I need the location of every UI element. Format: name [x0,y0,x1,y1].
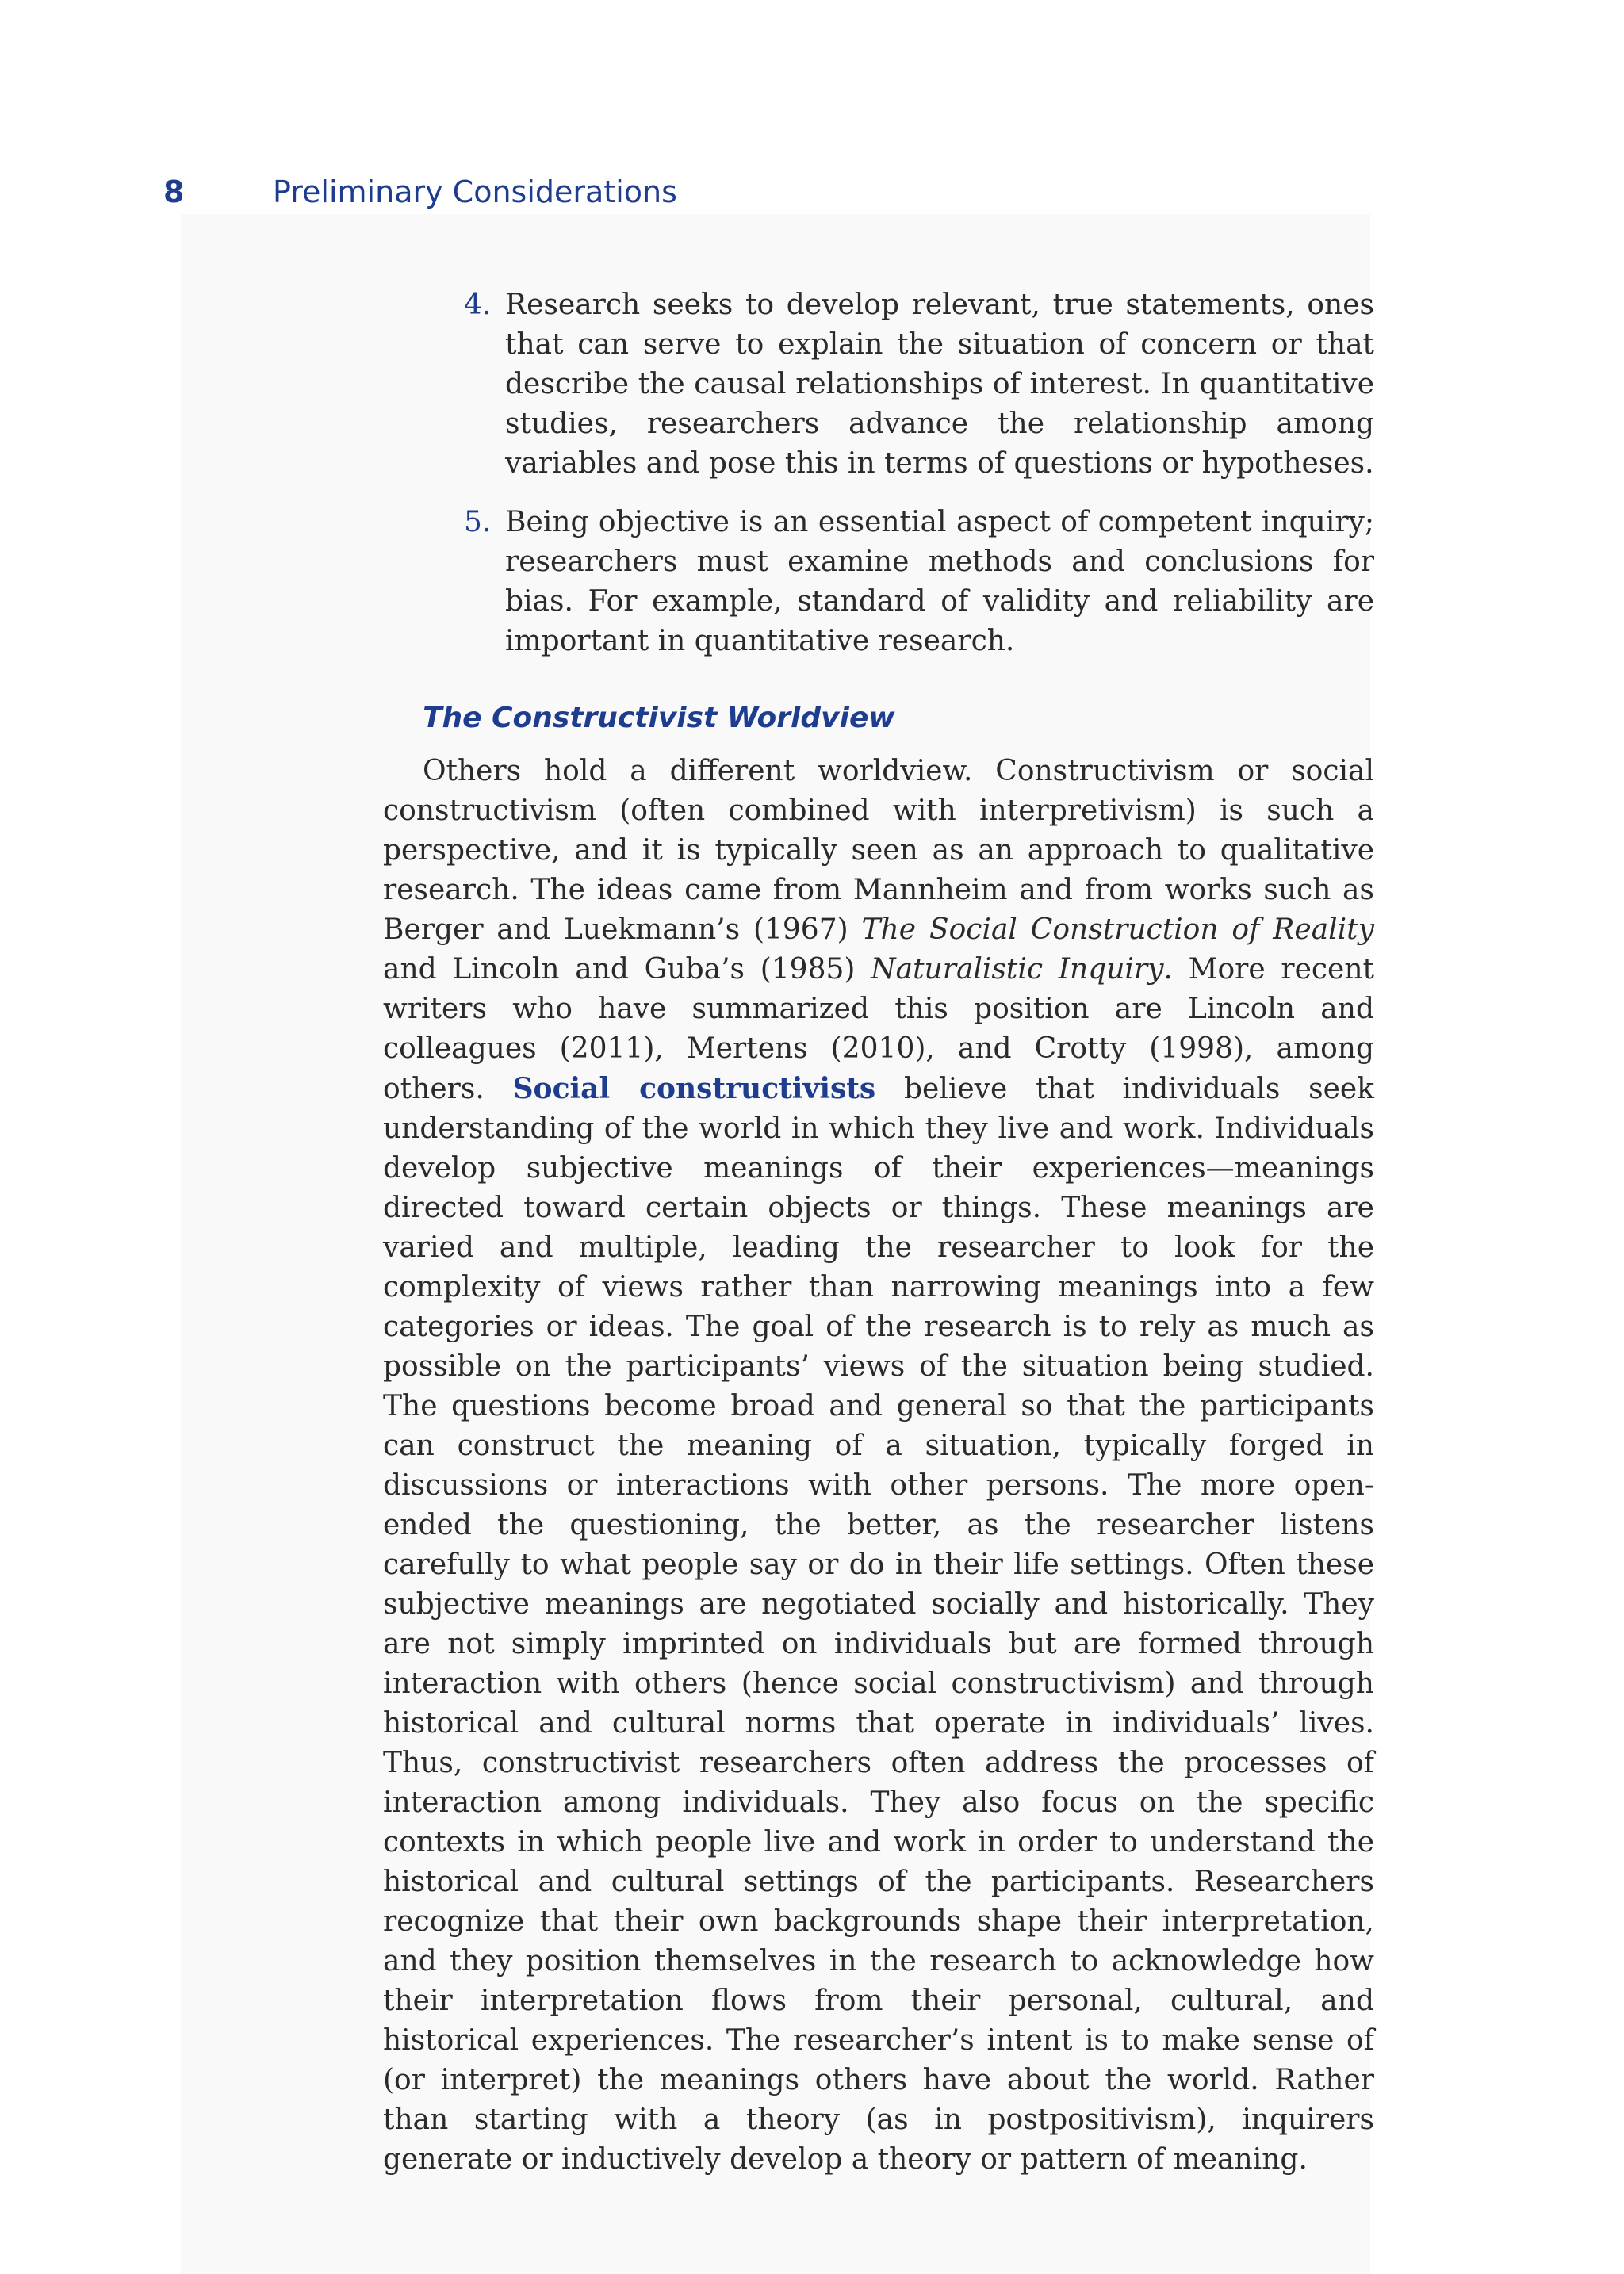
book-title-italic: Naturalistic Inquiry [871,953,1164,986]
paragraph-text: believe that individuals seek understanding of the world in which they live and work. Individuals develop subjective meanings of their experiences—meanings directed toward certain objects or things. These meanings are varied and multiple, leading the researcher to look for the complexity of views rather than narrowing meanings into a few categories or ideas. The goal of the research is to rely as much as possible on the participants’ views of the situation being studied. The questions become broad and general so that the participants can construct the meaning of a situation, typically forged in discussions or interactions with other persons. The more open-ended the questioning, the better, as the researcher listens carefully to what people say or do in their life settings. Often these subjective meanings are negotiated socially and historically. They are not simply imprinted on individuals but are formed through interaction with others (hence social constructivism) and through historical and cultural norms that operate in individuals’ lives. Thus, constructivist researchers often address the processes of interaction among individuals. They also focus on the specific contexts in which people live and work in order to understand the historical and cultural settings of the participants. Researchers recognize that their own backgrounds shape their interpretation, and they position themselves in the research to acknowledge how their interpretation flows from their personal, cultural, and historical experiences. The researcher’s intent is to make sense of (or interpret) the meanings others have about the world. Rather than starting with a theory (as in postpositivism), inquirers generate or inductively develop a theory or pattern of meaning. [383,1073,1374,2176]
list-item [423,285,1374,484]
paragraph-text: and Lincoln and Guba’s (1985) [383,953,871,986]
list-item-text: Research seeks to develop relevant, true statements, ones that can serve to explain the situation of concern or that describe the causal relationships of interest. In quantitative studies, researchers advance the relationship among variables and pose this in terms of questions or hypotheses. [505,289,1374,480]
body-paragraph [383,752,1374,2180]
list-item-number: 4. [464,289,492,321]
list-item-number: 5. [464,506,492,538]
key-term: Social constructivists [512,1072,876,1105]
page-number: 8 [163,174,185,209]
page-content [383,285,1374,2180]
list-item [423,503,1374,661]
paragraph-text: . More recent writers who have summarized this position are Lincoln and colleagues (2011), Mertens (2010), and Crotty (1998), among others. [383,953,1374,1105]
numbered-list [383,285,1374,661]
running-head-title: Preliminary Considerations [273,174,677,209]
book-title-italic: The Social Construction of Reality [861,913,1374,946]
list-item-text: Being objective is an essential aspect of competent inquiry; researchers must examine methods and conclusions for bias. For example, standard of validity and reliability are important in quantitative research. [505,506,1374,657]
paragraph-text: Others hold a different worldview. Constructivism or social constructivism (often combined with interpretivism) is such a perspective, and it is typically seen as an approach to qualitative research. The ideas came from Mannheim and from works such as Berger and Luekmann’s (1967) [383,755,1374,946]
running-head [163,173,677,211]
section-heading: The Constructivist Worldview [423,702,895,734]
